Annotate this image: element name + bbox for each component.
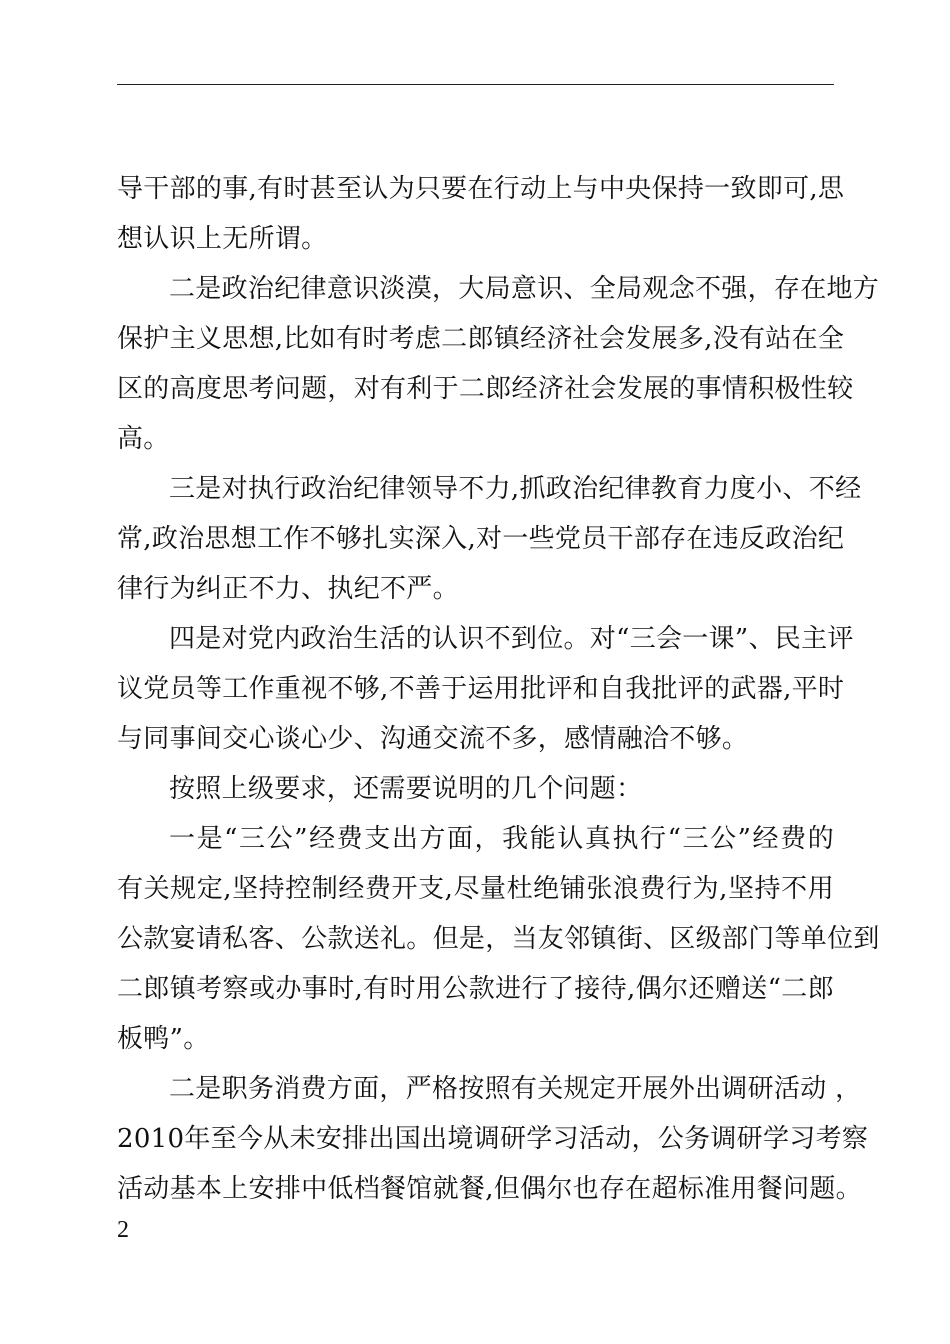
page-number: 2 [117,1217,129,1243]
text-line: 想认识上无所谓。 [117,224,328,254]
text-line: 律行为纠正不力、执纪不严。 [117,574,459,604]
text-line: 二是职务消费方面，严格按照有关规定开展外出调研活动 ， [169,1074,862,1104]
text-line: 活动基本上安排中低档餐馆就餐,但偶尔也存在超标准用餐问题。 [117,1174,862,1204]
text-line: 有关规定,坚持控制经费开支,尽量杜绝铺张浪费行为,坚持不用 [117,874,834,904]
text-line: 三是对执行政治纪律领导不力,抓政治纪律教育力度小、不经 [169,474,862,504]
text-line: 保护主义思想,比如有时考虑二郎镇经济社会发展多,没有站在全 [117,324,845,354]
text-line: 高。 [117,424,170,454]
text-line: 常,政治思想工作不够扎实深入,对一些党员干部存在违反政治纪 [117,524,845,554]
text-line: 2010年至今从未安排出国出境调研学习活动，公务调研学习考察 [117,1124,869,1154]
text-line: 四是对党内政治生活的认识不到位。对“三会一课”、民主评 [169,624,854,654]
text-line: 二是政治纪律意识淡漠，大局意识、全局观念不强，存在地方 [169,274,880,304]
text-line: 区的高度思考问题，对有利于二郎经济社会发展的事情积极性较 [117,374,854,404]
text-line: 板鸭”。 [117,1024,210,1054]
text-line: 导干部的事,有时甚至认为只要在行动上与中央保持一致即可,思 [117,174,845,204]
text-line: 议党员等工作重视不够,不善于运用批评和自我批评的武器,平时 [117,674,845,704]
header-rule [117,84,834,85]
text-line: 与同事间交心谈心少、沟通交流不多，感情融洽不够。 [117,724,749,754]
text-line: 二郎镇考察或办事时,有时用公款进行了接待,偶尔还赠送“二郎 [117,974,834,1004]
text-line: 公款宴请私客、公款送礼。但是，当友邻镇街、区级部门等单位到 [117,924,880,954]
text-line: 按照上级要求，还需要说明的几个问题： [169,774,643,804]
text-line: 一是“三公”经费支出方面，我能认真执行“三公”经费的 [169,824,834,854]
